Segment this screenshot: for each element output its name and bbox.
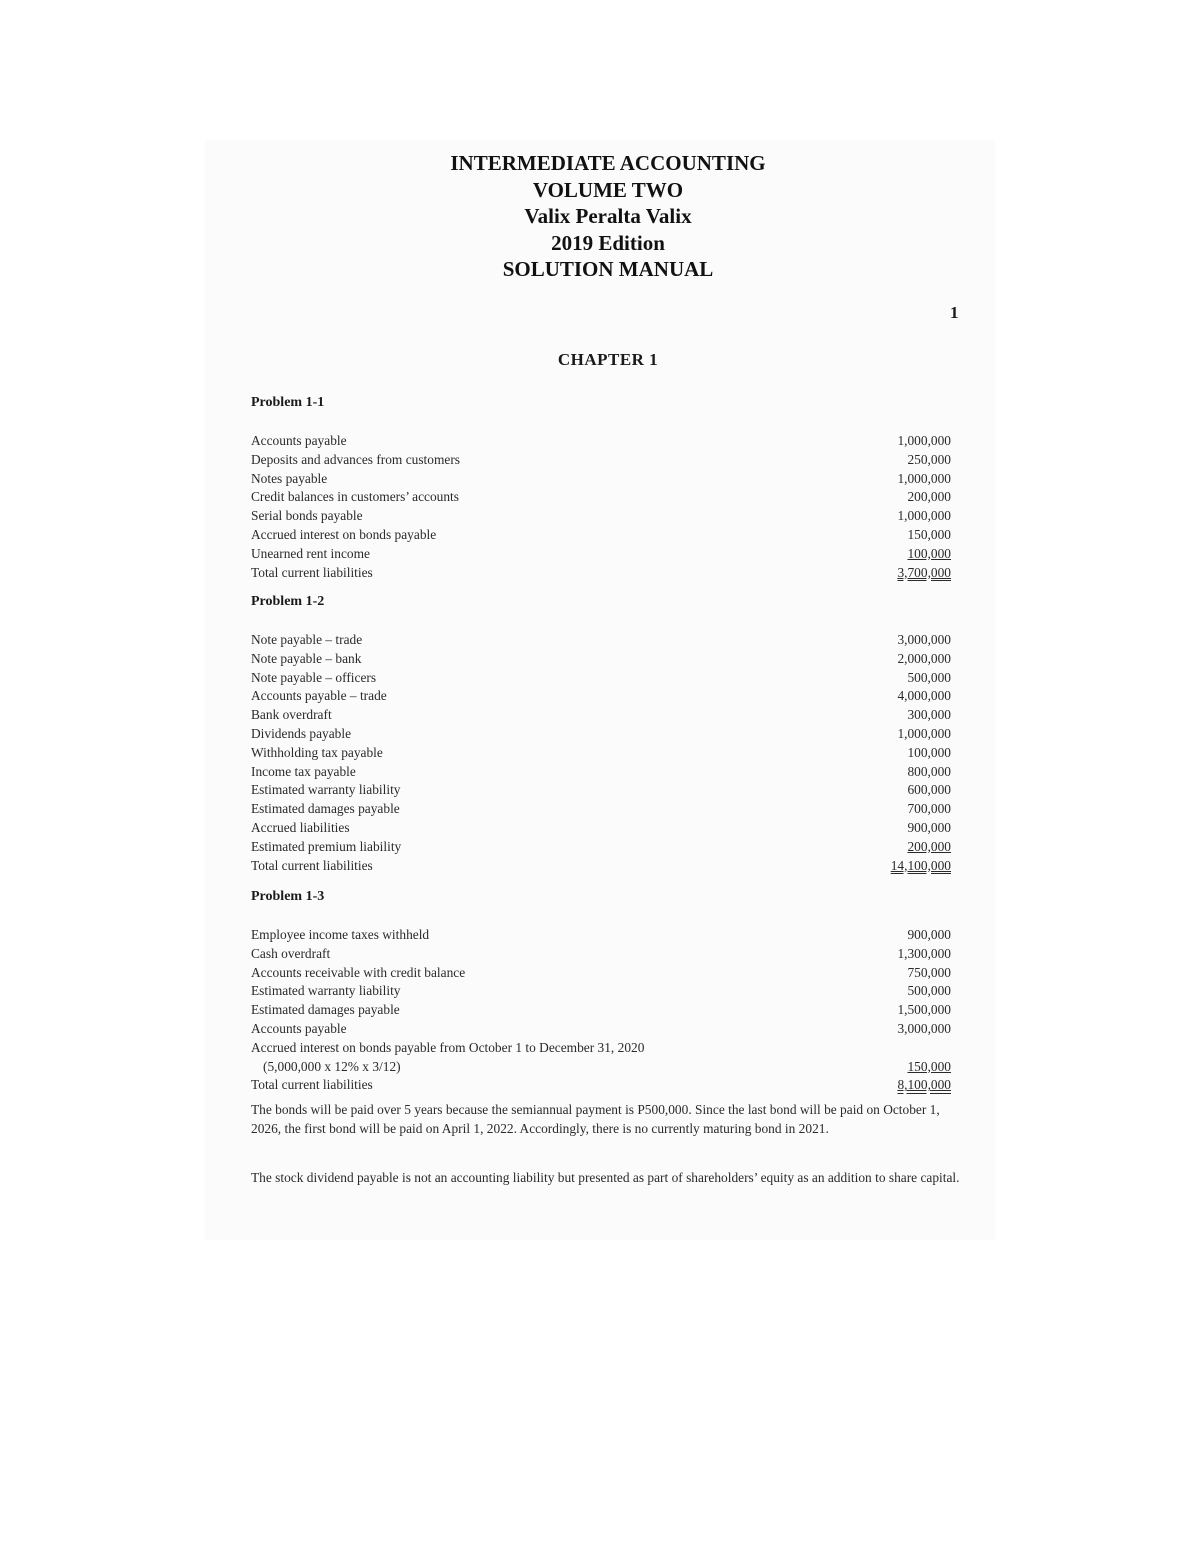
list-item (251, 631, 951, 650)
item-label: Estimated damages payable (251, 1002, 400, 1018)
item-label: Accounts payable – trade (251, 688, 387, 704)
item-amount: 1,300,000 (897, 945, 951, 961)
item-amount: 3,000,000 (897, 1020, 951, 1036)
problem-heading: Problem 1-2 (251, 594, 325, 609)
item-amount: 1,000,000 (897, 470, 951, 486)
list-item (251, 432, 951, 451)
item-amount: 700,000 (907, 801, 951, 817)
total-row (251, 857, 951, 876)
item-label: Unearned rent income (251, 545, 370, 561)
list-item (251, 725, 951, 744)
list-item (251, 488, 951, 507)
problem-heading: Problem 1-1 (251, 395, 325, 410)
list-item (251, 800, 951, 819)
amount-value: 100,000 (907, 545, 951, 561)
list-item (251, 545, 951, 564)
total-amount (851, 564, 951, 583)
problem-1-3 (251, 887, 951, 1095)
item-amount (851, 1058, 951, 1077)
item-label: Accounts payable (251, 1020, 347, 1036)
list-item (251, 706, 951, 725)
note-paragraph: The bonds will be paid over 5 years because the semiannual payment is P500,000. Since the last bond will be paid on October 1, 2026, the first bond will be paid on April 1, 2022. Accordingly, there is no currently maturing bond in 2021. (251, 1102, 940, 1136)
list-item (251, 1039, 951, 1058)
item-amount: 250,000 (907, 451, 951, 467)
item-label: Accrued liabilities (251, 819, 350, 835)
list-item (251, 945, 951, 964)
amount-value: 14,100,000 (890, 857, 951, 873)
item-label: Serial bonds payable (251, 508, 363, 524)
item-amount: 750,000 (907, 964, 951, 980)
item-amount: 1,000,000 (897, 725, 951, 741)
amount-value: 8,100,000 (897, 1077, 951, 1093)
item-amount: 600,000 (907, 782, 951, 798)
amount-value: 150,000 (907, 1058, 951, 1074)
item-label: Estimated premium liability (251, 838, 402, 854)
list-item (251, 1058, 951, 1077)
item-amount: 200,000 (907, 489, 951, 505)
item-amount (851, 545, 951, 564)
list-item (251, 763, 951, 782)
item-label: Bank overdraft (251, 707, 332, 723)
item-label: Accrued interest on bonds payable from October 1 to December 31, 2020 (251, 1039, 645, 1055)
title-line: 2019 Edition (551, 230, 665, 255)
item-amount: 3,000,000 (897, 632, 951, 647)
item-label: Dividends payable (251, 725, 352, 741)
item-amount: 2,000,000 (897, 650, 951, 666)
list-item (251, 507, 951, 526)
amount-value: 200,000 (907, 838, 951, 854)
item-label: Note payable – officers (251, 669, 377, 685)
total-amount (851, 1076, 951, 1095)
list-item (251, 451, 951, 470)
item-label: Employee income taxes withheld (251, 927, 430, 942)
list-item (251, 819, 951, 838)
page-number: 1 (950, 303, 959, 322)
problem-1-1 (251, 393, 951, 582)
list-item (251, 838, 951, 857)
list-item (251, 687, 951, 706)
item-amount: 1,000,000 (897, 433, 951, 448)
item-label: Credit balances in customers’ accounts (251, 489, 459, 505)
list-item (251, 526, 951, 545)
item-amount: 100,000 (907, 744, 951, 760)
item-amount (851, 838, 951, 857)
title-line: VOLUME TWO (532, 177, 684, 202)
item-amount: 500,000 (907, 983, 951, 999)
title-line: SOLUTION MANUAL (502, 257, 714, 281)
list-item (251, 744, 951, 763)
item-label: Estimated warranty liability (251, 983, 401, 999)
total-amount (851, 857, 951, 876)
list-item (251, 1001, 951, 1020)
list-item (251, 964, 951, 983)
item-label: Withholding tax payable (251, 744, 383, 760)
liabilities-list (251, 432, 951, 582)
total-row (251, 564, 951, 583)
item-label: Income tax payable (251, 763, 356, 779)
list-item (251, 982, 951, 1001)
title-line: Valix Peralta Valix (524, 204, 692, 228)
liabilities-list (251, 926, 951, 1095)
amount-value: 3,700,000 (897, 564, 951, 580)
total-label: Total current liabilities (251, 1077, 373, 1093)
total-row (251, 1076, 951, 1095)
item-amount: 900,000 (907, 819, 951, 835)
note-paragraph: The stock dividend payable is not an accounting liability but presented as part of shareholders’ equity as an addition to share capital. (251, 1170, 960, 1185)
chapter-heading: CHAPTER 1 (557, 350, 659, 369)
book-title-block (0, 150, 1200, 283)
problem-heading: Problem 1-3 (251, 889, 325, 904)
item-amount: 500,000 (907, 669, 951, 685)
list-item (251, 1020, 951, 1039)
item-label: (5,000,000 x 12% x 3/12) (263, 1058, 401, 1074)
item-amount: 800,000 (907, 763, 951, 779)
item-amount: 4,000,000 (897, 688, 951, 704)
item-label: Deposits and advances from customers (251, 451, 460, 467)
list-item (251, 470, 951, 489)
list-item (251, 781, 951, 800)
item-amount (851, 1039, 951, 1058)
item-label: Cash overdraft (251, 945, 331, 961)
total-label: Total current liabilities (251, 564, 373, 580)
item-label: Accounts payable (251, 433, 347, 448)
item-label: Accrued interest on bonds payable (251, 526, 437, 542)
item-label: Note payable – trade (251, 632, 363, 647)
item-label: Estimated warranty liability (251, 782, 401, 798)
item-amount: 900,000 (907, 927, 951, 942)
liabilities-list (251, 631, 951, 875)
item-amount: 1,000,000 (897, 508, 951, 524)
title-line: INTERMEDIATE ACCOUNTING (450, 151, 766, 175)
list-item (251, 650, 951, 669)
total-label: Total current liabilities (251, 857, 373, 873)
item-label: Estimated damages payable (251, 801, 400, 817)
problem-1-2 (251, 592, 951, 875)
item-amount: 150,000 (907, 526, 951, 542)
item-label: Notes payable (251, 470, 328, 486)
item-label: Accounts receivable with credit balance (251, 964, 466, 980)
list-item (251, 926, 951, 945)
item-label: Note payable – bank (251, 650, 362, 666)
item-amount: 1,500,000 (897, 1002, 951, 1018)
list-item (251, 669, 951, 688)
item-amount: 300,000 (907, 707, 951, 723)
